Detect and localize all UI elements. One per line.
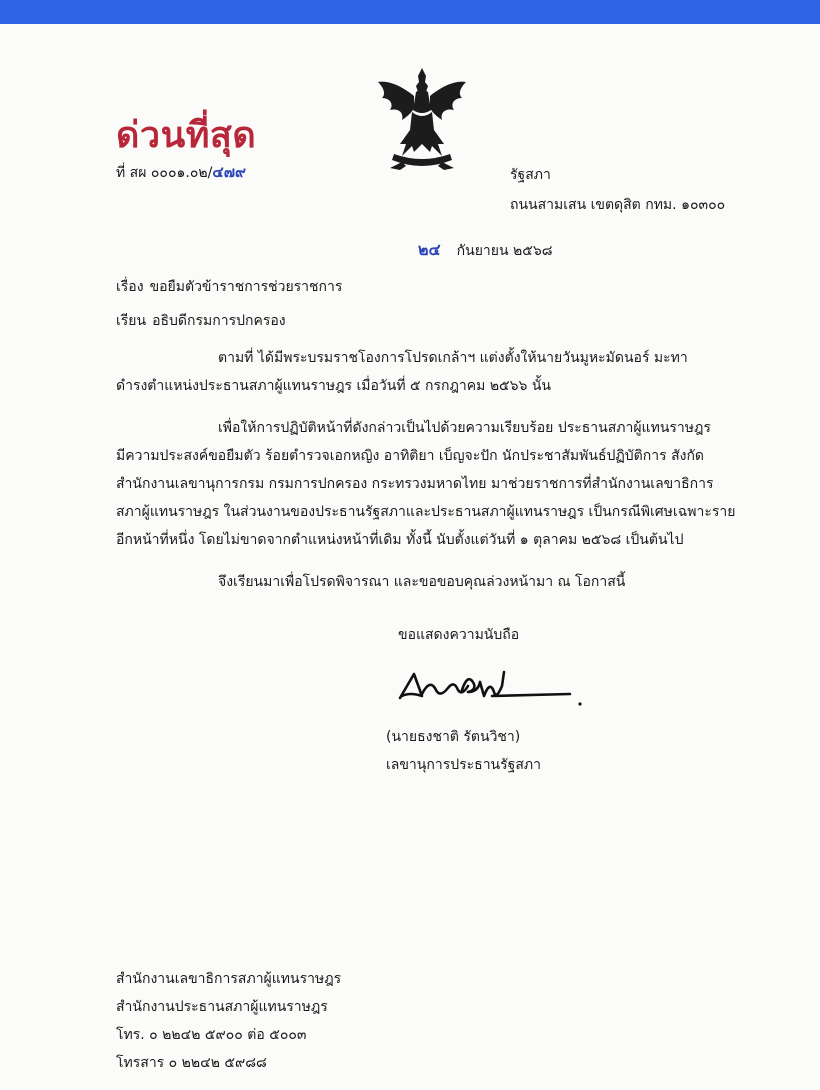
- letter-page: [0, 24, 820, 1090]
- footer-office-2: สำนักงานประธานสภาผู้แทนราษฎร: [116, 999, 328, 1015]
- body-paragraph-2-line-3: สำนักงานเลขานุการกรม กรมการปกครอง กระทรวงมหาดไทย มาช่วยราชการที่สำนักงานเลขาธิการ: [116, 476, 714, 492]
- body-paragraph-1-line-1: ตามที่ ได้มีพระบรมราชโองการโปรดเกล้าฯ แต่งตั้งให้นายวันมูหะมัดนอร์ มะทา: [218, 350, 688, 366]
- recipient-text: อธิบดีกรมการปกครอง: [152, 313, 286, 329]
- recipient-line: [116, 310, 286, 332]
- top-accent-bar: [0, 0, 820, 24]
- body-paragraph-2-line-5: อีกหน้าที่หนึ่ง โดยไม่ขาดจากตำแหน่งหน้าที่เดิม ทั้งนี้ นับตั้งแต่วันที่ ๑ ตุลาคม ๒๕๖๘ เป็นต้นไป: [116, 532, 684, 548]
- letter-date: [418, 238, 553, 263]
- body-paragraph-3: จึงเรียนมาเพื่อโปรดพิจารณา และขอขอบคุณล่วงหน้ามา ณ โอกาสนี้: [218, 574, 626, 590]
- document-number: [116, 160, 246, 184]
- closing-salutation: ขอแสดงความนับถือ: [398, 627, 520, 643]
- body-paragraph-2-line-1: เพื่อให้การปฏิบัติหน้าที่ดังกล่าวเป็นไปด้วยความเรียบร้อย ประธานสภาผู้แทนราษฎร: [218, 420, 711, 436]
- subject-text: ขอยืมตัวข้าราชการช่วยราชการ: [149, 279, 343, 295]
- body-paragraph-2-line-4: สภาผู้แทนราษฎร ในส่วนงานของประธานรัฐสภาและประธานสภาผู้แทนราษฎร เป็นกรณีพิเศษเฉพาะราย: [116, 504, 736, 520]
- sender-address: ถนนสามเสน เขตดุสิต กทม. ๑๐๓๐๐: [510, 197, 726, 213]
- document-number-prefix: ที่ สผ ๐๐๐๑.๐๒/: [116, 165, 213, 181]
- body-paragraph-2-line-2: มีความประสงค์ขอยืมตัว ร้อยตำรวจเอกหญิง อาทิติยา เบ็ญจะปัก นักประชาสัมพันธ์ปฏิบัติการ สังกัด: [116, 448, 705, 464]
- recipient-label: เรียน: [116, 313, 147, 329]
- footer-office-1: สำนักงานเลขาธิการสภาผู้แทนราษฎร: [116, 971, 342, 987]
- sender-org: รัฐสภา: [510, 167, 551, 183]
- body-paragraph-1-line-2: ดำรงตำแหน่งประธานสภาผู้แทนราษฎร เมื่อวันที่ ๕ กรกฎาคม ๒๕๖๖ นั้น: [116, 378, 552, 394]
- subject-label: เรื่อง: [116, 279, 144, 295]
- urgency-stamp: ด่วนที่สุด: [116, 115, 257, 156]
- date-month-year: กันยายน ๒๕๖๘: [456, 243, 553, 259]
- document-number-handwritten: ๔๗๙: [212, 163, 246, 181]
- footer-fax: โทรสาร ๐ ๒๒๔๒ ๕๙๘๘: [116, 1055, 267, 1071]
- signer-name: (นายธงชาติ รัตนวิชา): [386, 729, 521, 745]
- footer-phone: โทร. ๐ ๒๒๔๒ ๕๙๐๐ ต่อ ๕๐๐๓: [116, 1027, 307, 1043]
- signer-position: เลขานุการประธานรัฐสภา: [386, 757, 542, 773]
- subject-line: [116, 276, 342, 298]
- garuda-emblem-icon: [372, 62, 472, 174]
- signature-icon: [392, 660, 592, 710]
- date-day-handwritten: ๒๔: [418, 240, 441, 259]
